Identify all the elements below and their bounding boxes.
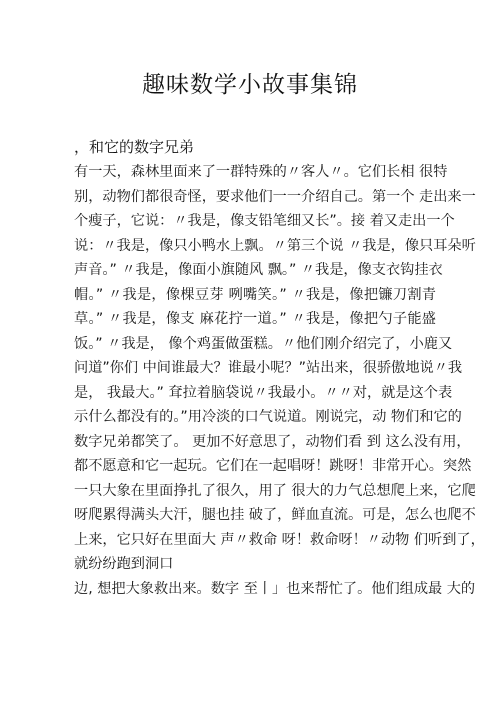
story-line: 饭。” 〃我是， 像个鸡蛋做蛋糕。〃他们刚介绍完了，小鹿又 <box>74 335 453 352</box>
story-line: 草。” 〃我是，像支 麻花拧一道。” 〃我是，像把勺子能盛 <box>74 311 436 327</box>
story-line: 别，动物们都很奇怪，要求他们一一介绍自己。第一个 走出来一 <box>74 188 476 205</box>
story-line: 说：〃我是，像只小鸭水上飘。〃第三个说 〃我是，像只耳朵听 <box>74 237 476 254</box>
story-body <box>74 160 485 601</box>
story-line: 示什么都没有的。”用冷淡的口气说道。刚说完，动 物们和它的 <box>74 409 462 425</box>
story-line: 个瘦子，它说：〃我是，像支铅笔细又长”。接 着又走出一个 <box>74 213 455 229</box>
document-title: 趣味数学小故事集锦 <box>142 72 358 98</box>
story-line: 一只大象在里面挣扎了很久，用了 很大的力气总想爬上来，它爬 <box>74 482 476 499</box>
story-line: 声音。” 〃我是，像面小旗随风 飘。” 〃我是，像支衣钩挂衣 <box>74 262 443 278</box>
story-line: 就纷纷跑到洞口 <box>74 556 174 572</box>
story-line: 帽。” 〃我是，像棵豆芽 咧嘴笑。” 〃我是，像把镰刀割青 <box>74 286 436 303</box>
story-line: 是， 我最大。” 耷拉着脑袋说〃我最小。〃〃对，就是这个表 <box>74 384 453 401</box>
story-line: 有一天，森林里面来了一群特殊的〃客人〃。它们长相 很特 <box>74 164 448 180</box>
story-line: 问道”你们 中间谁最大？谁最小呢？”站出来，很骄傲地说〃我 <box>74 360 463 376</box>
story-line: 呀爬累得满头大汗，腿也挂 破了，鲜血直流。可是，怎么也爬不 <box>74 507 476 523</box>
story-line: 边, 想把大象救出来。数字 至丨」也来帮忙了。他们组成最 大的 <box>74 580 476 597</box>
story-line: 数字兄弟都笑了。 更加不好意思了，动物们看 到 这么没有用， <box>74 433 471 450</box>
story-line: 上来，它只好在里面大 声〃救命 呀！救命呀！〃动物 们听到了， <box>74 531 485 548</box>
story-line: 都不愿意和它一起玩。它们在一起唱呀！跳呀！非常开心。突然 <box>74 458 472 474</box>
section-heading: ，和它的数字兄弟 <box>74 138 195 156</box>
